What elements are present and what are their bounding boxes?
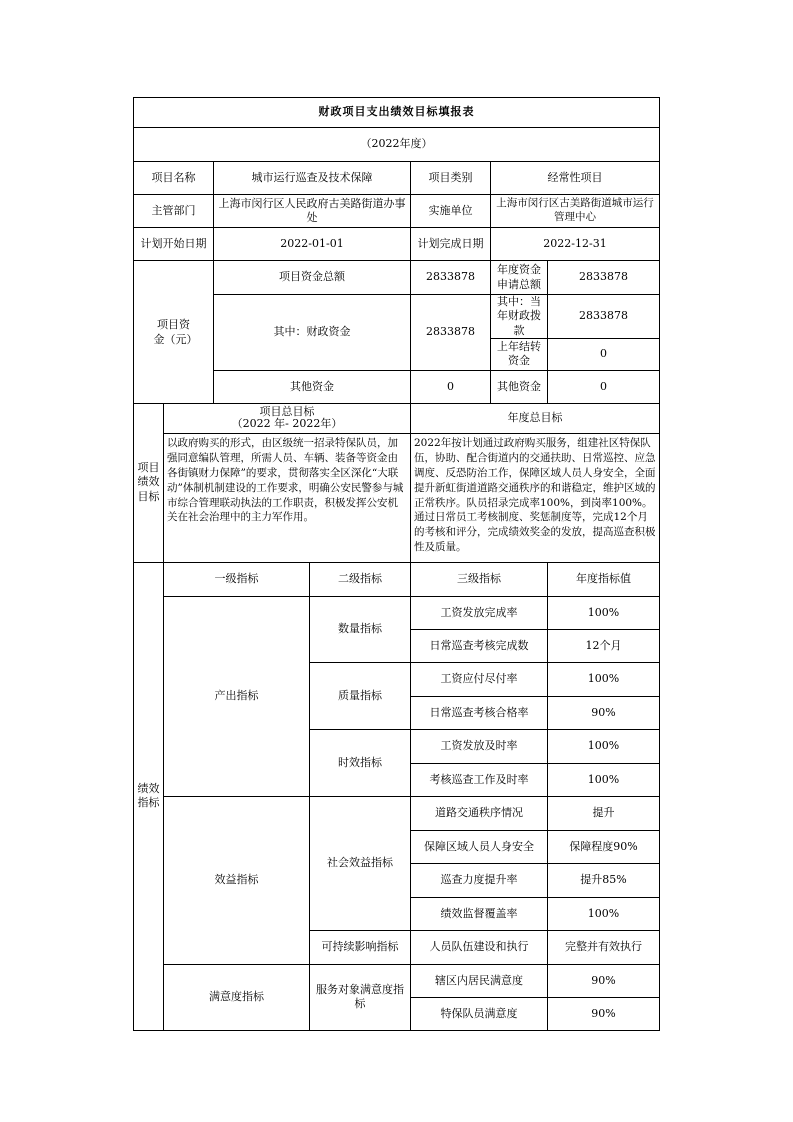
indicator-value: 100%: [548, 729, 660, 763]
quality-indicator: 质量指标: [310, 662, 411, 729]
funds-fiscal-label: 其中：财政资金: [214, 295, 411, 371]
performance-goal-table: [133, 97, 660, 1031]
timely-indicator: 时效指标: [310, 729, 411, 796]
indicator-value: 保障程度90%: [548, 830, 660, 863]
end-date-value: 2022-12-31: [491, 228, 660, 261]
header-value: 年度指标值: [548, 562, 660, 596]
funds-other-label: 其他资金: [214, 370, 411, 403]
indicator-name: 人员队伍建设和执行: [411, 930, 548, 964]
overall-goal-header: [164, 403, 411, 433]
indicator-name: 巡查力度提升率: [411, 863, 548, 897]
indicator-name: 工资发放完成率: [411, 596, 548, 629]
impl-label: 实施单位: [411, 195, 491, 228]
satisfaction-indicator: 满意度指标: [164, 964, 310, 1030]
year-label: （2022年度）: [134, 128, 660, 162]
header-level1: 一级指标: [164, 562, 310, 596]
funds-annual-value: 2833878: [548, 261, 660, 295]
indicator-name: 工资应付尽付率: [411, 662, 548, 696]
funds-carry-label: 上年结转资金: [491, 338, 548, 370]
start-date-label: 计划开始日期: [134, 228, 214, 261]
funds-other2-label: 其他资金: [491, 370, 548, 403]
indicator-name: 辖区内居民满意度: [411, 964, 548, 997]
funds-annual-label: 年度资金申请总额: [491, 261, 548, 295]
output-indicator: 产出指标: [164, 596, 310, 796]
project-name-label: 项目名称: [134, 162, 214, 195]
funds-carry-value: 0: [548, 338, 660, 370]
funds-label: [134, 261, 214, 404]
project-type-label: 项目类别: [411, 162, 491, 195]
funds-total-label: 项目资金总额: [214, 261, 411, 295]
goals-label-text: 项目绩效目标: [137, 460, 160, 504]
indicator-value: 100%: [548, 763, 660, 796]
indicator-name: 特保队员满意度: [411, 997, 548, 1030]
goals-label: [134, 403, 164, 562]
social-indicator: 社会效益指标: [310, 796, 411, 930]
overall-goal-period: （2022 年- 2022年）: [231, 417, 343, 431]
indicator-value: 12个月: [548, 629, 660, 662]
indicator-value: 100%: [548, 897, 660, 930]
indicator-value: 完整并有效执行: [548, 930, 660, 964]
indicator-value: 提升: [548, 796, 660, 830]
indicator-name: 道路交通秩序情况: [411, 796, 548, 830]
funds-fiscal-value: 2833878: [411, 295, 491, 371]
end-date-label: 计划完成日期: [411, 228, 491, 261]
funds-current-label: 其中：当年财政拨款: [491, 295, 548, 339]
indicator-name: 工资发放及时率: [411, 729, 548, 763]
indicators-label-text: 绩效指标: [137, 781, 160, 810]
quantity-indicator: 数量指标: [310, 596, 411, 662]
indicator-name: 保障区域人员人身安全: [411, 830, 548, 863]
impl-value: 上海市闵行区古美路街道城市运行管理中心: [491, 195, 660, 228]
overall-goal-label: 项目总目标: [259, 404, 315, 418]
project-name-value: 城市运行巡查及技术保障: [214, 162, 411, 195]
funds-other-value: 0: [411, 370, 491, 403]
service-sat-indicator: 服务对象满意度指标: [310, 964, 411, 1030]
indicator-name: 绩效监督覆盖率: [411, 897, 548, 930]
dept-value: 上海市闵行区人民政府古美路街道办事处: [214, 195, 411, 228]
benefit-indicator: 效益指标: [164, 796, 310, 964]
indicator-value: 90%: [548, 997, 660, 1030]
indicators-label: [134, 562, 164, 1030]
indicator-value: 提升85%: [548, 863, 660, 897]
funds-current-value: 2833878: [548, 295, 660, 339]
indicator-value: 90%: [548, 696, 660, 729]
indicator-name: 日常巡查考核合格率: [411, 696, 548, 729]
annual-goal-text: 2022年按计划通过政府购买服务，组建社区特保队伍，协助、配合街道内的交通扶助、日常巡控、应急调度、反恐防治工作，保障区域人员人身安全，全面提升新虹街道道路交通秩序的和谐稳定，维护区域的正常秩序。队员招录完成率100%，到岗率100%。通过日常员工考核制度、奖惩制度等，完成12个月的考核和评分，完成绩效奖金的发放，提高巡查积极性及质量。: [411, 433, 660, 562]
start-date-value: 2022-01-01: [214, 228, 411, 261]
header-level2: 二级指标: [310, 562, 411, 596]
indicator-value: 100%: [548, 662, 660, 696]
form-title: 财政项目支出绩效目标填报表: [134, 98, 660, 128]
funds-other2-value: 0: [548, 370, 660, 403]
annual-goal-label: 年度总目标: [411, 403, 660, 433]
indicator-value: 90%: [548, 964, 660, 997]
indicator-name: 考核巡查工作及时率: [411, 763, 548, 796]
funds-total-value: 2833878: [411, 261, 491, 295]
dept-label: 主管部门: [134, 195, 214, 228]
indicator-name: 日常巡查考核完成数: [411, 629, 548, 662]
header-level3: 三级指标: [411, 562, 548, 596]
funds-label-text: 项目资金（元）: [153, 317, 198, 346]
sustain-indicator: 可持续影响指标: [310, 930, 411, 964]
project-type-value: 经常性项目: [491, 162, 660, 195]
indicator-value: 100%: [548, 596, 660, 629]
overall-goal-text: 以政府购买的形式，由区级统一招录特保队员，加强同意编队管理，所需人员、车辆、装备等资金由各街镇财力保障”的要求，贯彻落实全区深化“大联动”体制机制建设的工作要求，明确公安民警参与城市综合管理联动执法的工作职责，积极发挥公安机关在社会治理中的主力军作用。: [164, 433, 411, 562]
